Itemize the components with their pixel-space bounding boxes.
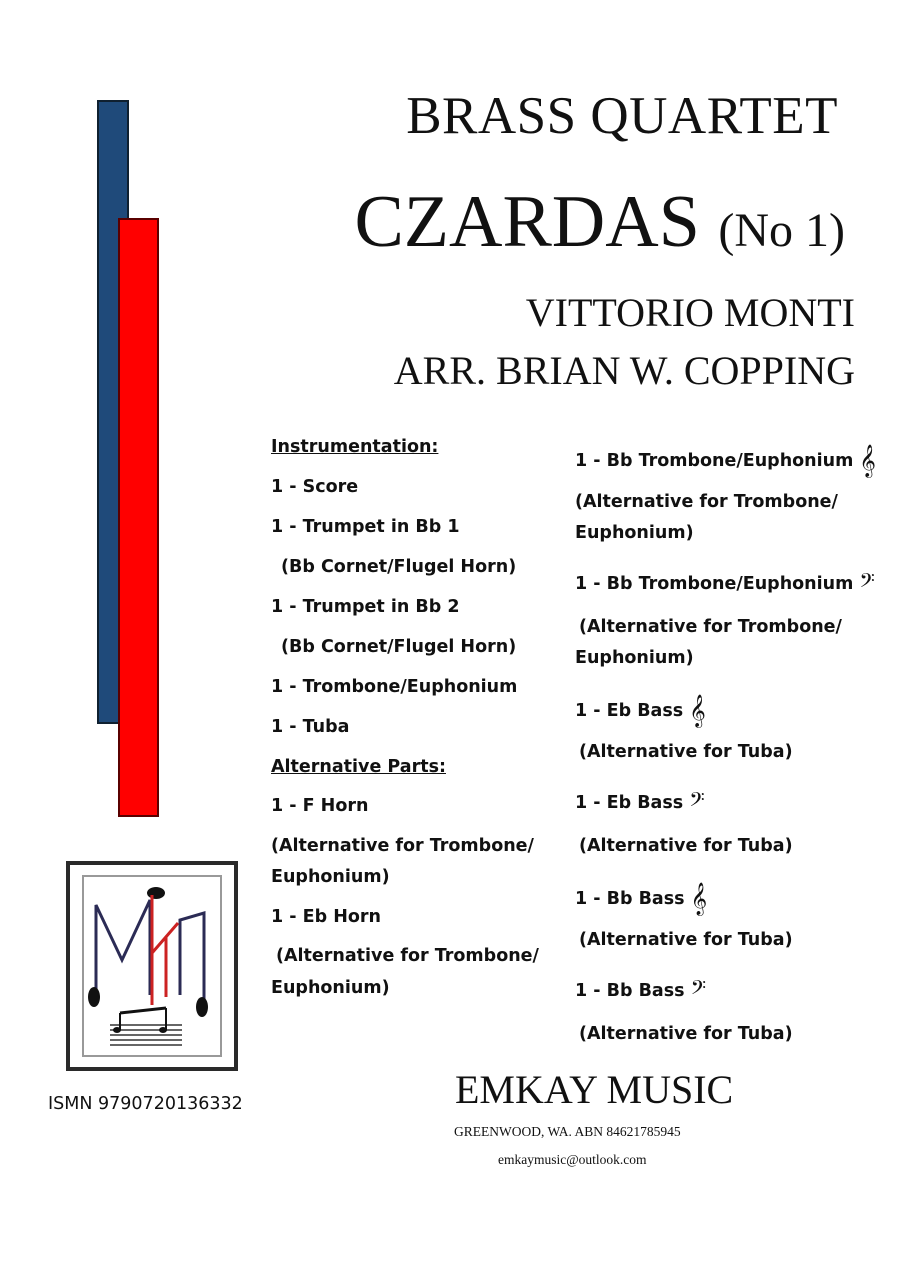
ismn-number: ISMN 9790720136332: [48, 1094, 243, 1114]
list-item: 1 - Eb Horn: [271, 907, 381, 927]
publisher-name: EMKAY MUSIC: [455, 1067, 734, 1112]
ensemble-title: BRASS QUARTET: [406, 87, 838, 145]
list-item-label: 1 - Bb Bass: [575, 981, 685, 1001]
mk-music-logo-icon: [70, 865, 234, 1067]
publisher-address: GREENWOOD, WA. ABN 84621785945: [454, 1124, 681, 1139]
list-item: (Alternative for Trombone/: [276, 946, 539, 966]
list-item: Euphonium): [271, 978, 390, 998]
list-item: 1 - F Horn: [271, 796, 369, 816]
list-item-label: 1 - Eb Bass: [575, 701, 684, 721]
list-item: 1 - Score: [271, 477, 359, 497]
list-item: (Alternative for Tuba): [579, 742, 793, 762]
instrumentation-heading: Instrumentation:: [271, 437, 439, 457]
list-item-label: 1 - Eb Bass: [575, 793, 684, 813]
list-item: Euphonium): [575, 523, 694, 543]
bass-clef-icon: 𝄢: [859, 569, 875, 597]
piece-title-main: CZARDAS: [354, 181, 700, 263]
list-item: Euphonium): [271, 867, 390, 887]
treble-clef-icon: 𝄞: [859, 444, 876, 477]
list-item: Euphonium): [575, 648, 694, 668]
list-item: [575, 569, 875, 597]
publisher-email[interactable]: emkaymusic@outlook.com: [498, 1152, 647, 1167]
list-item: (Alternative for Trombone/: [579, 617, 842, 637]
list-item: 1 - Tuba: [271, 717, 350, 737]
decorative-red-bar: [118, 218, 159, 817]
list-item: [575, 976, 706, 1004]
publisher-logo: [66, 861, 238, 1071]
list-item: (Bb Cornet/Flugel Horn): [281, 637, 517, 657]
bass-clef-icon: 𝄢: [690, 976, 707, 1004]
list-item-label: 1 - Bb Trombone/Euphonium: [575, 451, 854, 471]
list-item: [575, 694, 706, 728]
list-item: [575, 788, 705, 816]
arranger-name: ARR. BRIAN W. COPPING: [393, 348, 855, 393]
list-item: 1 - Trumpet in Bb 2: [271, 597, 460, 617]
list-item: (Bb Cornet/Flugel Horn): [281, 557, 517, 577]
list-item: (Alternative for Tuba): [579, 930, 793, 950]
treble-clef-icon: 𝄞: [689, 694, 706, 727]
list-item-label: 1 - Bb Trombone/Euphonium: [575, 574, 854, 594]
list-item: (Alternative for Trombone/: [271, 836, 534, 856]
list-item: 1 - Trombone/Euphonium: [271, 677, 518, 697]
list-item: (Alternative for Trombone/: [575, 492, 838, 512]
list-item: [575, 444, 876, 478]
list-item: (Alternative for Tuba): [579, 1024, 793, 1044]
piece-title-suffix: (No 1): [718, 204, 845, 257]
list-item-label: 1 - Bb Bass: [575, 889, 685, 909]
list-item: 1 - Trumpet in Bb 1: [271, 517, 460, 537]
list-item: [575, 882, 707, 916]
composer-name: VITTORIO MONTI: [525, 290, 855, 335]
alternative-parts-heading: Alternative Parts:: [271, 757, 446, 777]
bass-clef-icon: 𝄢: [689, 788, 705, 816]
list-item: (Alternative for Tuba): [579, 836, 793, 856]
treble-clef-icon: 𝄞: [690, 882, 708, 915]
